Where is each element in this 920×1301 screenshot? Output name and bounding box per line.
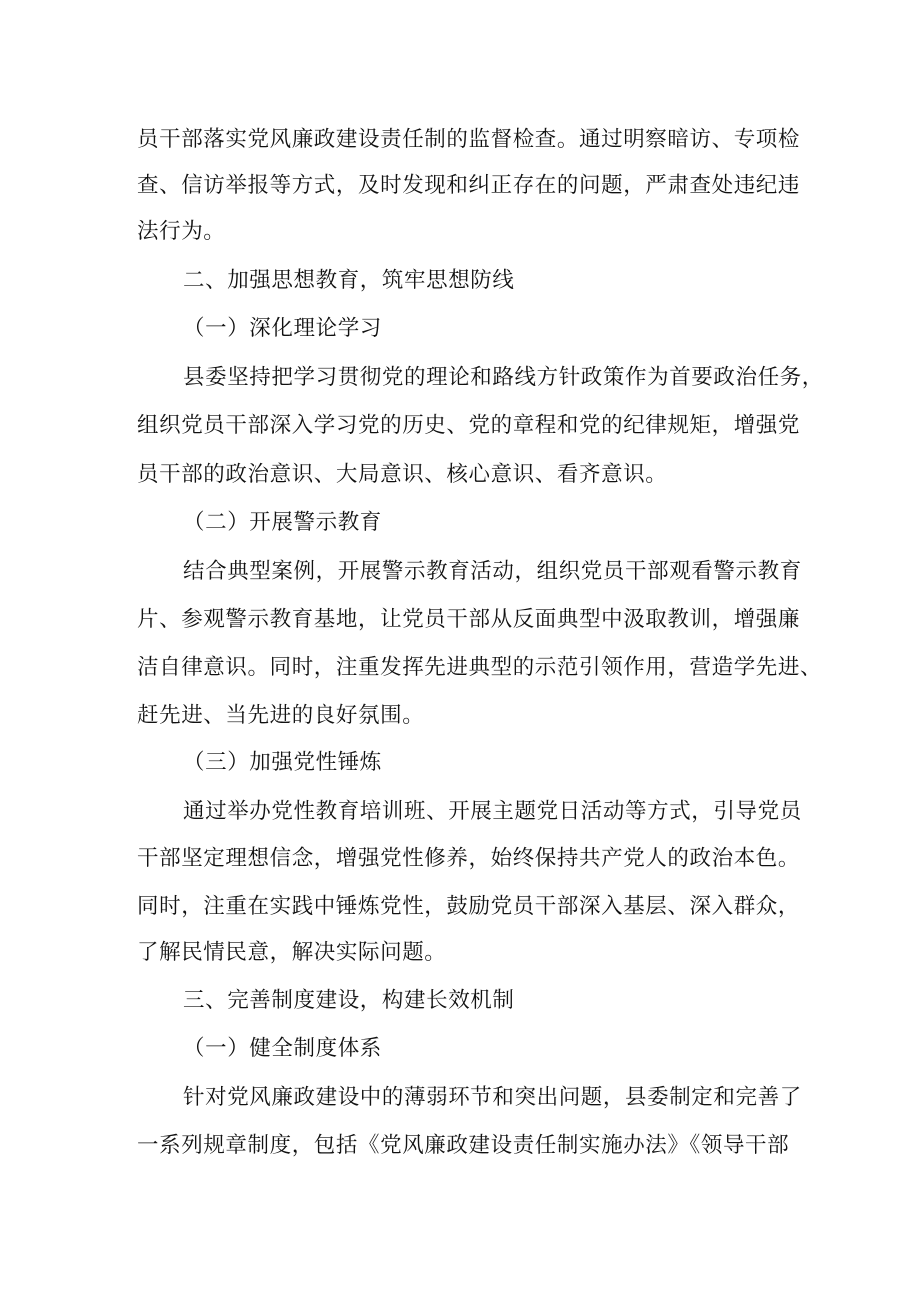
body-text-line: 洁自律意识。同时，注重发挥先进典型的示范引领作用，营造学先进、 <box>137 655 823 680</box>
section-heading: 二、加强思想教育，筑牢思想防线 <box>183 268 515 293</box>
subsection-heading: （三）加强党性锤炼 <box>183 750 382 775</box>
body-text-line: 组织党员干部深入学习党的历史、党的章程和党的纪律规矩，增强党 <box>137 413 801 438</box>
paragraph-first-line: 针对党风廉政建设中的薄弱环节和突出问题，县委制定和完善了 <box>183 1085 802 1110</box>
paragraph-first-line: 县委坚持把学习贯彻党的理论和路线方针政策作为首要政治任务， <box>183 365 824 390</box>
section-heading: 三、完善制度建设，构建长效机制 <box>183 988 515 1013</box>
paragraph-first-line: 通过举办党性教育培训班、开展主题党日活动等方式，引导党员 <box>183 799 802 824</box>
body-text-line: 法行为。 <box>137 219 226 244</box>
body-text-line: 员干部落实党风廉政建设责任制的监督检查。通过明察暗访、专项检 <box>137 127 801 152</box>
body-text-line: 员干部的政治意识、大局意识、核心意识、看齐意识。 <box>137 462 668 487</box>
body-text-line: 干部坚定理想信念，增强党性修养，始终保持共产党人的政治本色。 <box>137 846 801 871</box>
subsection-heading: （一）深化理论学习 <box>183 316 382 341</box>
body-text-line: 赶先进、当先进的良好氛围。 <box>137 703 425 728</box>
subsection-heading: （二）开展警示教育 <box>183 510 382 535</box>
subsection-heading: （一）健全制度体系 <box>183 1036 382 1061</box>
body-text-line: 片、参观警示教育基地，让党员干部从反面典型中汲取教训，增强廉 <box>137 607 801 632</box>
paragraph-first-line: 结合典型案例，开展警示教育活动，组织党员干部观看警示教育 <box>183 559 802 584</box>
body-text-line: 一系列规章制度，包括《党风廉政建设责任制实施办法》《领导干部 <box>137 1133 790 1158</box>
body-text-line: 同时，注重在实践中锤炼党性，鼓励党员干部深入基层、深入群众， <box>137 894 801 919</box>
body-text-line: 了解民情民意，解决实际问题。 <box>137 940 447 965</box>
body-text-line: 查、信访举报等方式，及时发现和纠正存在的问题，严肃查处违纪违 <box>137 173 801 198</box>
